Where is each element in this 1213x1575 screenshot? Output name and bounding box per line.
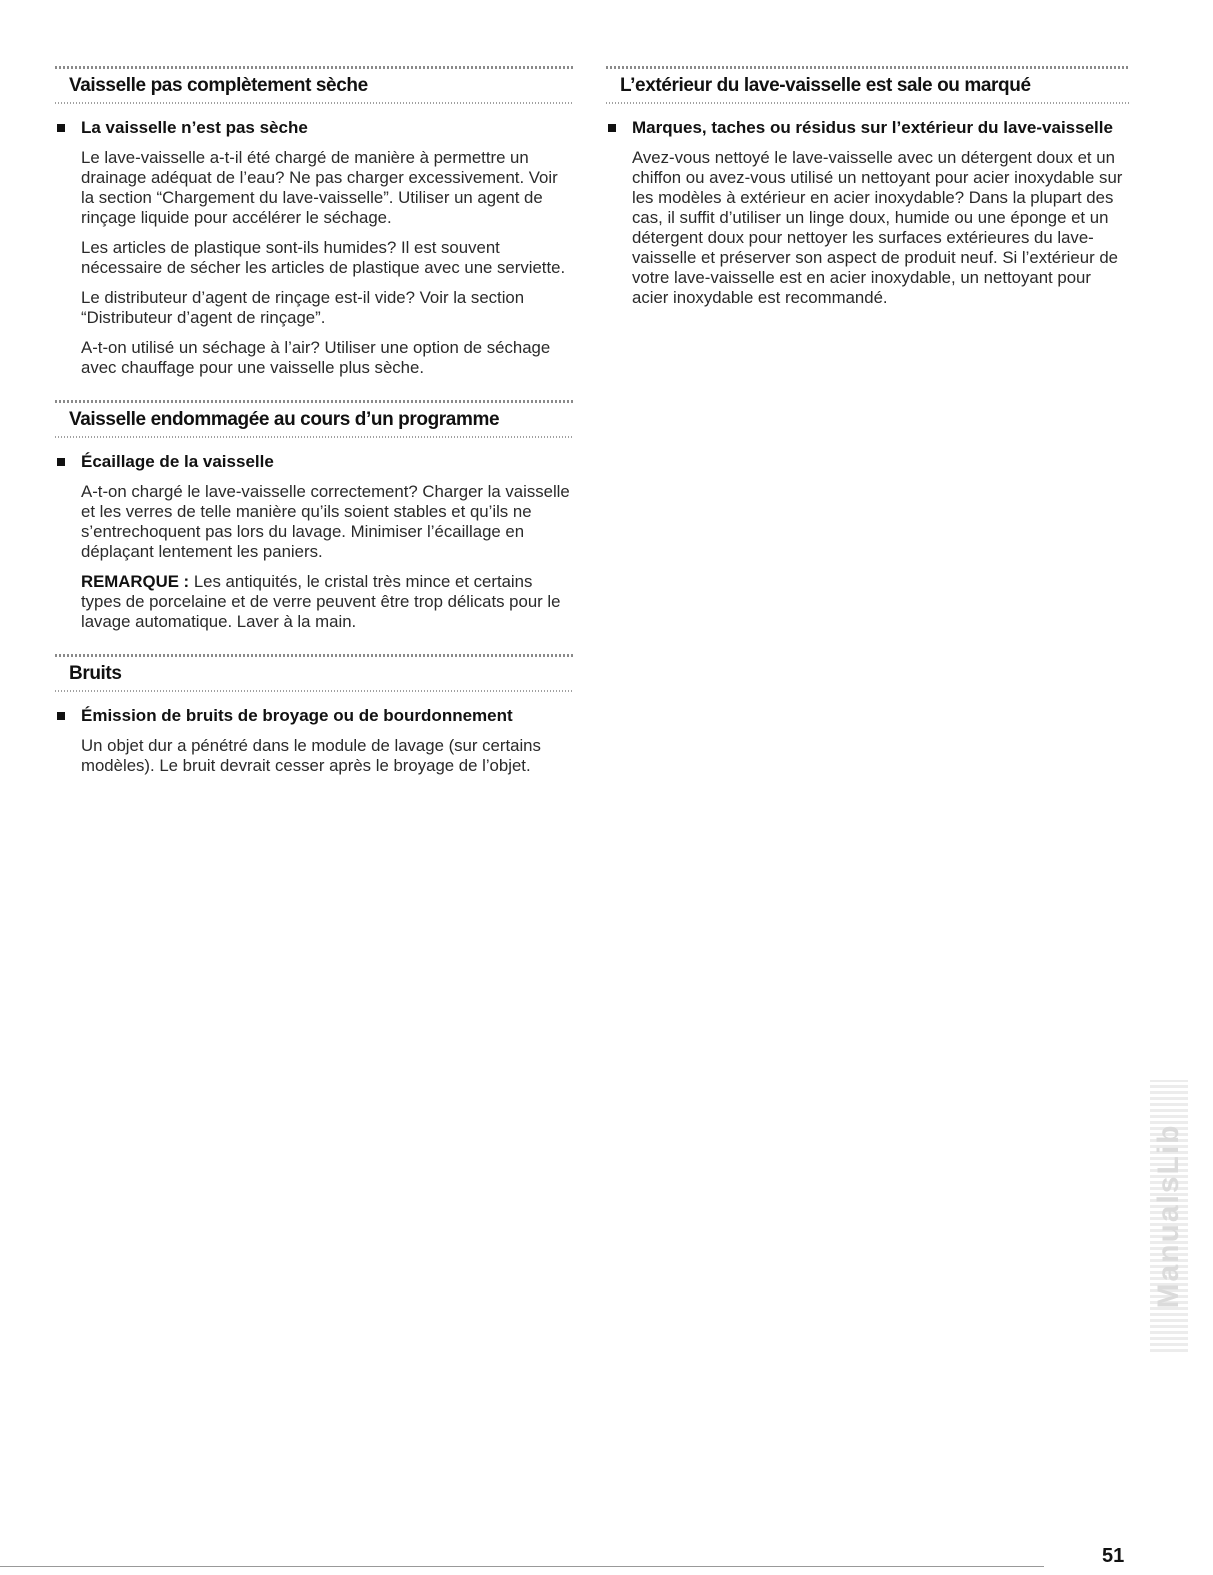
problem-heading-text: Marques, taches ou résidus sur l’extérieur du lave-vaisselle	[632, 118, 1113, 137]
square-bullet-icon	[57, 458, 65, 466]
paragraph: A-t-on utilisé un séchage à l’air? Utiliser une option de séchage avec chauffage pour une vaisselle plus sèche.	[81, 338, 551, 377]
paragraph: Un objet dur a pénétré dans le module de lavage (sur certains modèles). Le bruit devrait cesser après le broyage de l’objet.	[81, 736, 541, 775]
section-title: Bruits	[55, 654, 573, 692]
problem-heading-text: La vaisselle n’est pas sèche	[81, 118, 308, 137]
problem-heading	[606, 118, 1130, 138]
paragraph: A-t-on chargé le lave-vaisselle correctement? Charger la vaisselle et les verres de telle manière qu’ils soient stables et qu’ils ne s’entrechoquent pas lors du lavage. Minimiser l’écaillage en déplaçant lentement les paniers.	[81, 482, 570, 561]
section-noises	[55, 654, 573, 776]
note-text: Les antiquités, le cristal très mince et certains types de porcelaine et de verre peuvent être trop délicats pour le lavage automatique. Laver à la main.	[81, 572, 561, 631]
problem-item	[55, 118, 573, 378]
square-bullet-icon	[57, 124, 65, 132]
problem-heading	[55, 452, 573, 472]
problem-heading-text: Écaillage de la vaisselle	[81, 452, 274, 471]
page-number: 51	[1102, 1545, 1125, 1567]
watermark-text: ManualsLib	[1152, 1123, 1185, 1309]
section-title: L’extérieur du lave-vaisselle est sale ou marqué	[606, 66, 1130, 104]
paragraph: Le lave-vaisselle a-t-il été chargé de manière à permettre un drainage adéquat de l’eau? Ne pas charger excessivement. Voir la section “Chargement du lave-vaisselle”. Utiliser un agent de rinçage liquide pour accélérer le séchage.	[81, 148, 558, 227]
problem-item	[606, 118, 1130, 308]
paragraph: Avez-vous nettoyé le lave-vaisselle avec un détergent doux et un chiffon ou avez-vous utilisé un nettoyant pour acier inoxydable sur les modèles à extérieur en acier inoxydable? Dans la plupart des cas, il suffit d’utiliser un linge doux, humide ou une éponge et un détergent doux pour nettoyer les surfaces extérieures du lave-vaisselle et préserver son aspect de produit neuf. Si l’extérieur de votre lave-vaisselle est en acier inoxydable, un nettoyant pour acier inoxydable est recommandé.	[632, 148, 1123, 307]
paragraph: Le distributeur d’agent de rinçage est-il vide? Voir la section “Distributeur d’agent de rinçage”.	[81, 288, 525, 327]
bottom-rule	[0, 1566, 1044, 1567]
note-paragraph	[81, 572, 573, 632]
left-column	[55, 66, 573, 798]
problem-heading-text: Émission de bruits de broyage ou de bourdonnement	[81, 706, 513, 725]
manualslib-watermark	[1150, 1080, 1188, 1352]
section-title: Vaisselle pas complètement sèche	[55, 66, 573, 104]
paragraph: Les articles de plastique sont-ils humides? Il est souvent nécessaire de sécher les articles de plastique avec une serviette.	[81, 238, 566, 277]
section-dishes-damaged	[55, 400, 573, 632]
problem-item	[55, 452, 573, 632]
section-dishes-not-dry	[55, 66, 573, 378]
problem-item	[55, 706, 573, 776]
problem-heading	[55, 118, 573, 138]
section-exterior-dirty	[606, 66, 1130, 308]
square-bullet-icon	[57, 712, 65, 720]
square-bullet-icon	[608, 124, 616, 132]
note-label: REMARQUE :	[81, 572, 190, 591]
section-title: Vaisselle endommagée au cours d’un programme	[55, 400, 573, 438]
right-column	[606, 66, 1130, 330]
problem-heading	[55, 706, 573, 726]
